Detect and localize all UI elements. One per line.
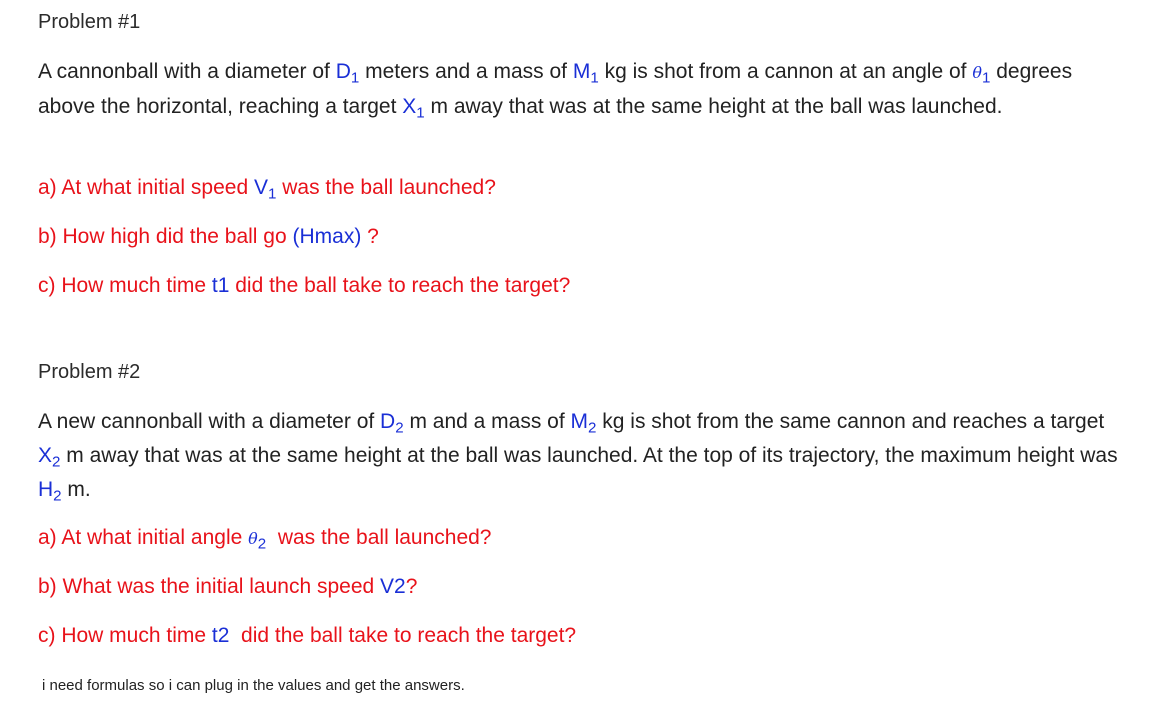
problem-2-question-b <box>38 573 417 601</box>
question-text: did the ball take to reach the target? <box>229 624 577 647</box>
var-letter: X <box>402 95 417 118</box>
var-letter: D <box>380 410 396 433</box>
var-subscript: 1 <box>350 69 360 87</box>
var-subscript: 1 <box>267 185 277 203</box>
statement-text: m and a mass of <box>403 410 571 433</box>
statement-text: degrees above the horizontal, reaching a target <box>38 60 1073 118</box>
statement-text: m away that was at the same height at the ball was launched. At the top of its trajectory, the maximum height was <box>60 444 1118 467</box>
var-letter: X <box>38 444 53 467</box>
problem-2-question-a <box>38 524 492 553</box>
var-subscript: 2 <box>53 487 62 505</box>
var-letter: θ <box>972 63 982 82</box>
var-d1 <box>335 60 360 87</box>
question-text: a) At what initial speed <box>38 176 254 199</box>
var-x2 <box>38 444 61 471</box>
problem-1-title: Problem #1 <box>38 11 141 33</box>
problem-1-question-a <box>38 174 496 202</box>
question-text: was the ball launched? <box>276 176 496 199</box>
statement-text: meters and a mass of <box>359 60 573 83</box>
var-theta2 <box>248 526 267 553</box>
problem-1-statement <box>38 55 1118 124</box>
var-subscript: 1 <box>416 104 425 122</box>
problem-2-statement <box>38 405 1118 507</box>
var-m1 <box>572 60 599 87</box>
var-subscript: 2 <box>395 419 404 437</box>
var-x1 <box>402 95 425 122</box>
var-t2: t2 <box>211 624 230 647</box>
problem-2-title: Problem #2 <box>38 361 141 383</box>
var-subscript: 2 <box>257 535 267 553</box>
var-h2 <box>38 478 62 505</box>
question-text: a) At what initial angle <box>38 526 249 549</box>
question-text: c) How much time <box>38 624 212 647</box>
var-theta1 <box>972 60 991 87</box>
var-letter: V <box>253 176 268 199</box>
statement-text: A cannonball with a diameter of <box>38 60 336 83</box>
var-m2 <box>570 410 597 437</box>
question-text: c) How much time <box>38 274 212 297</box>
var-letter: θ <box>248 529 258 548</box>
problem-1-question-b <box>38 223 379 251</box>
var-letter: M <box>570 410 589 433</box>
var-v1 <box>253 176 277 203</box>
question-text: b) How high did the ball go <box>38 225 293 248</box>
var-t1: t1 <box>211 274 230 297</box>
problem-1-question-c <box>38 272 570 300</box>
question-text: b) What was the initial launch speed <box>38 575 381 598</box>
var-hmax: (Hmax) <box>292 225 362 248</box>
problem-2-question-c <box>38 622 576 650</box>
statement-text: kg is shot from a cannon at an angle of <box>598 60 973 83</box>
question-text: ? <box>361 225 379 248</box>
question-text: ? <box>405 575 418 598</box>
var-subscript: 1 <box>590 69 599 87</box>
question-text: did the ball take to reach the target? <box>229 274 571 297</box>
question-text: was the ball launched? <box>266 526 492 549</box>
var-subscript: 1 <box>981 69 991 87</box>
var-letter: D <box>335 60 351 83</box>
user-note: i need formulas so i can plug in the values and get the answers. <box>42 677 465 694</box>
var-d2 <box>380 410 404 437</box>
statement-text: m. <box>61 478 91 501</box>
var-subscript: 2 <box>588 419 597 437</box>
statement-text: m away that was at the same height at the ball was launched. <box>424 95 1003 118</box>
var-letter: M <box>572 60 591 83</box>
statement-text: A new cannonball with a diameter of <box>38 410 381 433</box>
var-subscript: 2 <box>52 453 61 471</box>
var-letter: H <box>38 478 54 501</box>
var-v2: V2 <box>380 575 406 598</box>
statement-text: kg is shot from the same cannon and reaches a target <box>596 410 1105 433</box>
